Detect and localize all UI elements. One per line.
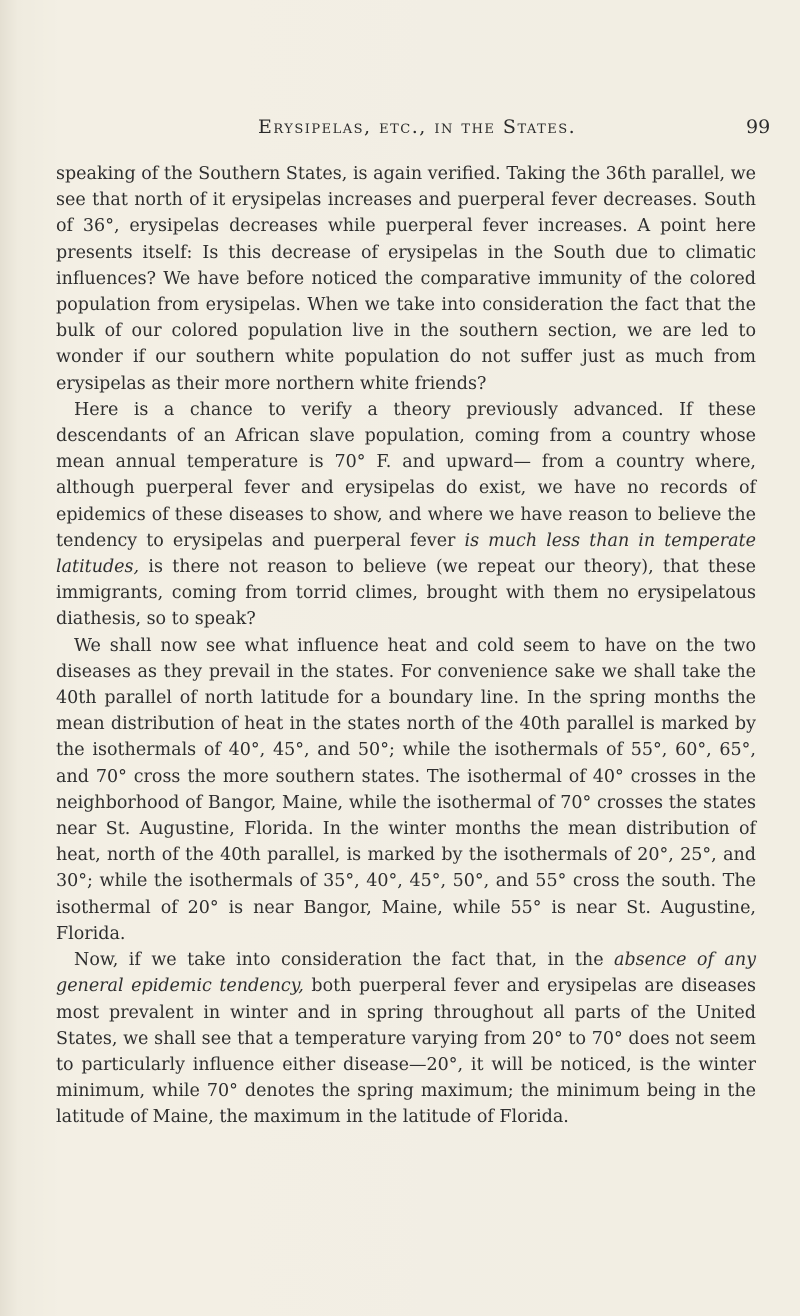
paragraph-1: [56, 161, 756, 397]
paragraph-3: [56, 633, 756, 947]
running-head: [0, 116, 800, 146]
paragraph-4-text-b: both puerperal fever and erysipelas are diseases most prevalent in winter and in spring throughout all parts of the United States, we shall see that a temperature varying from 20° to 70° does not seem to particularly influence either disease—20°, it will be noticed, is the winter minimum, while 70° denotes the spring maximum; the minimum being in the latitude of Maine, the maximum in the latitude of Florida.: [56, 976, 756, 1128]
paragraph-2: [56, 397, 756, 633]
paragraph-4-italic: absence of any general epidemic tendency,: [56, 950, 756, 997]
running-title: Erysipelas, etc., in the States.: [258, 116, 577, 138]
paragraph-2-text-b: is there not reason to believe (we repeat our theory), that these immigrants, coming from torrid climes, brought with them no erysipelatous diathesis, so to speak?: [56, 557, 756, 630]
paragraph-1-text: speaking of the Southern States, is again verified. Taking the 36th parallel, we see that north of it erysipelas increases and puerperal fever decreases. South of 36°, erysipelas decreases while puerperal fever increases. A point here presents itself: Is this decrease of erysipelas in the South due to climatic influences? We have before noticed the comparative immunity of the colored population from erysipelas. When we take into consideration the fact that the bulk of our colored population live in the southern section, we are led to wonder if our southern white population do not suffer just as much from erysipelas as their more northern white friends?: [56, 164, 756, 394]
paragraph-2-italic: is much less than in temperate latitudes,: [56, 530, 756, 578]
paragraph-4: [56, 947, 756, 1130]
paragraph-4-text-a: Now, if we take into consideration the fact that, in the: [74, 950, 615, 971]
body-text: [56, 161, 756, 1131]
page-number: 99: [746, 116, 771, 138]
paragraph-3-text: We shall now see what influence heat and cold seem to have on the two diseases as they prevail in the states. For convenience sake we shall take the 40th parallel of north latitude for a boundary line. In the spring months the mean distribution of heat in the states north of the 40th parallel is marked by the isothermals of 40°, 45°, and 50°; while the isothermals of 55°, 60°, 65°, and 70° cross the more southern states. The isothermal of 40° crosses in the neighborhood of Bangor, Maine, while the isothermal of 70° crosses the states near St. Augustine, Florida. In the winter months the mean distribution of heat, north of the 40th parallel, is marked by the isothermals of 20°, 25°, and 30°; while the isothermals of 35°, 40°, 45°, 50°, and 55° cross the south. The isothermal of 20° is near Bangor, Maine, while 55° is near St. Augustine, Florida.: [56, 635, 756, 944]
paragraph-2-text-a: Here is a chance to verify a theory previously advanced. If these descendants of an African slave population, coming from a country whose mean annual temperature is 70° F. and upward— from a country where, although puerperal fever and erysipelas do exist, we have no records of epidemics of these diseases to show, and where we have reason to believe the tendency to erysipelas and puerperal fever: [56, 399, 756, 551]
